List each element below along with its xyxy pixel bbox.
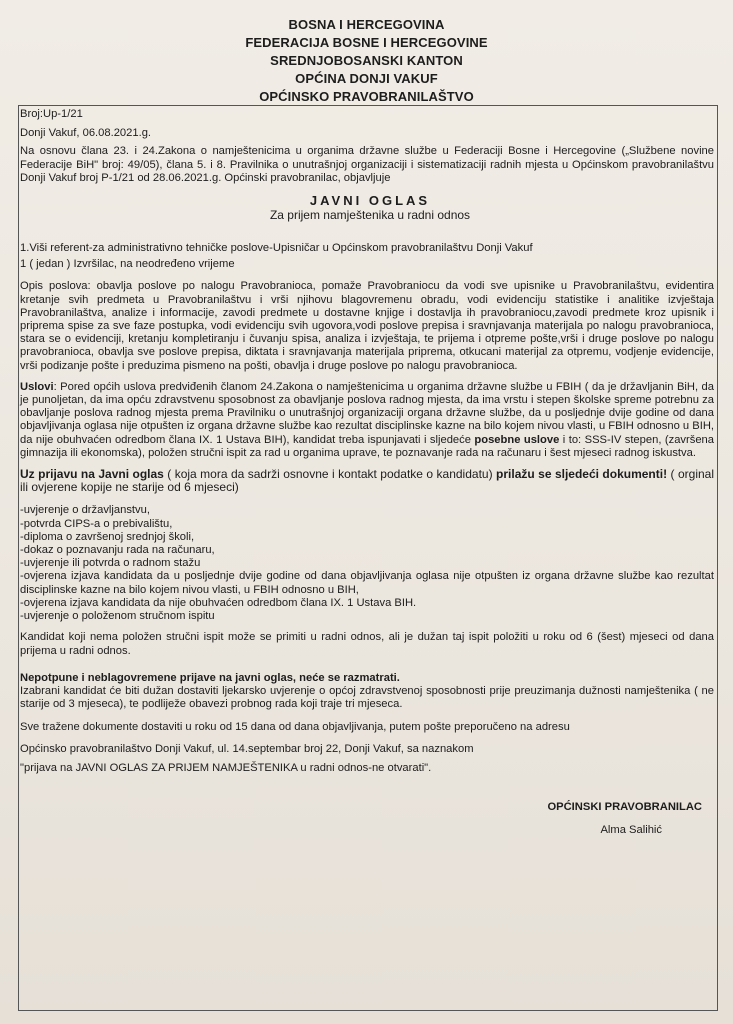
special-conditions: posebne uslove	[474, 433, 560, 446]
signature-title: OPĆINSKI PRAVOBRANILAC	[547, 800, 702, 813]
signature-name: Alma Salihić	[600, 824, 662, 837]
position-count: 1 ( jedan ) Izvršilac, na neodređeno vrijeme	[20, 258, 235, 271]
application-text: ( koja mora da sadrži osnovne i kontakt podatke o kandidatu)	[163, 467, 497, 482]
header-line-office: OPĆINSKO PRAVOBRANILAŠTVO	[259, 89, 474, 104]
reference-number: Broj:Up-1/21	[20, 108, 83, 120]
list-item: -uvjerenje o položenom stručnom ispitu	[20, 610, 215, 623]
conditions-text: : Pored općih uslova predviđenih članom 24.Zakona o namještenicima u organima državne službe u FBIH ( da je državljanin BiH, da je punoljetan, da ima opću zdravstvenu sposobnost za obavljanje poslova radnog mjesta, da ima vrstu i stepen školske spreme potrebnu za obavljanje poslova radnog mjesta prema Pravilniku o unutrašnjoj organizaciji organa državne službe, da u posljednje dvije godine od dana objavljivanja oglasa nije otpušten iz organa državne službe kao rezultat disciplinske kazne na bilo kojem nivou vlasti, u FBIH odnosno u BIH, da nije obuhvaćen odredbom člana IX. 1 Ustava BIH), kandidat treba ispunjavati i sljedeće	[20, 380, 715, 446]
exam-note: Kandidat koji nema položen stručni ispit može se primiti u radni odnos, ali je dužan taj ispit položiti u roku od 6 (šest) mjeseci od dana prijema u radni odnos.	[20, 631, 714, 657]
notice-subtitle: Za prijem namještenika u radni odnos	[269, 208, 471, 223]
application-paragraph	[20, 468, 720, 494]
header-line-country: BOSNA I HERCEGOVINA	[288, 17, 445, 32]
intro-paragraph: Na osnovu člana 23. i 24.Zakona o namještenicima u organima državne službe u Federaciji Bosne i Hercegovine („Službene novine Federacije BiH" broj: 49/05), člana 5. i 8. Pravilnika o unutrašnjoj organizaciji i sistematizaciji radnih mjesta u Općinskom pravobranilaštvu Donji Vakuf broj P-1/21 od 28.06.2021.g. Općinski pravobranilac, objavljuje	[20, 145, 714, 184]
list-item: -uvjerenje o državljanstvu,	[20, 504, 150, 517]
notice-title: JAVNI OGLAS	[309, 193, 431, 209]
incomplete-applications-note: Nepotpune i neblagovremene prijave na javni oglas, neće se razmatrati.	[20, 671, 400, 684]
list-item: -ovjerena izjava kandidata da nije obuhvaćen odredbom člana IX. 1 Ustava BIH.	[20, 596, 417, 609]
list-item: -diploma o završenoj srednjoj školi,	[20, 530, 195, 543]
document-date: Donji Vakuf, 06.08.2021.g.	[20, 127, 152, 140]
job-description	[20, 280, 720, 372]
application-label: Uz prijavu na Javni oglas	[20, 467, 164, 482]
header-line-municipality: OPĆINA DONJI VAKUF	[295, 71, 438, 86]
position-name: 1.Viši referent-za administrativno tehničke poslove-Upisničar u Općinskom pravobranilaštvu Donji Vakuf	[20, 242, 533, 255]
documents-label: prilažu se sljedeći dokumenti!	[496, 467, 668, 482]
job-description-text: : obavlja poslove po nalogu Pravobranioca, pomaže Pravobraniocu da vodi sve upisnike u Pravobranilaštvu, evidentira kretanje svih predmeta u Pravobranilaštvu i vrši njihovu blagovremenu obradu, vodi evidenciju statistike i analitike izvještaja Pravobranilaštva, analize i informacije, zavodi predmete u dostavne knjige i dostavlja ih pravobraniocu,zavodi predmete kroz upisnik i priprema spise za sve faze postupka, vodi evidenciju svih ugovora,vodi poslove prepisa i sravnjavanja materijala po nalogu pravobranioca, stara se o evidenciji, kretanju kompletiranju i čuvanju spisa, analiza i izvještaja, te prijema i otpreme pošte,vrši i druge poslove po nalogu pravobranioca, obavlja sve poslove prepisa, diktata i sravnjavanja materijala priprema, otkucani materijal za otpremu, vodjenje evidencije, vrši podizanje pošte i preduzima pismeno na pošti, obavlja i druge poslove po nalogu pravobranioca.	[20, 280, 714, 372]
document-header	[0, 16, 733, 106]
job-description-label: Opis poslova	[20, 280, 88, 293]
envelope-marking: "prijava na JAVNI OGLAS ZA PRIJEM NAMJEŠTENIKA u radni odnos-ne otvarati".	[20, 761, 432, 774]
selected-candidate-note: Izabrani kandidat će biti dužan dostaviti ljekarsko uvjerenje o općoj zdravstvenoj sposobnosti prije preuzimanja dužnosti namještenika ( ne starije od 3 mjeseca), te podliježe obavezi probnog rada koji traje tri mjeseca.	[20, 684, 714, 711]
list-item: -dokaz o poznavanju rada na računaru,	[20, 544, 215, 557]
list-item: -potvrda CIPS-a o prebivalištu,	[20, 517, 173, 530]
header-line-federation: FEDERACIJA BOSNE I HERCEGOVINE	[245, 35, 488, 50]
application-text-2: ( orginal ili ovjerene kopije ne starije od 6 mjeseci)	[20, 467, 715, 495]
conditions-label: Uslovi	[20, 380, 54, 393]
header-line-canton: SREDNJOBOSANSKI KANTON	[270, 53, 463, 68]
list-item: -ovjerena izjava kandidata da u posljednje dvije godine od dana objavljivanja oglasa nije otpušten iz organa državne službe kao rezultat disciplinske kazne na bilo kojem nivou vlasti, u FBIH odnosno u BIH,	[20, 570, 714, 596]
documents-list	[20, 504, 720, 623]
document-body	[20, 106, 720, 837]
list-item: -uvjerenje ili potvrda o radnom stažu	[20, 557, 201, 570]
conditions-paragraph	[20, 381, 720, 460]
submission-address: Općinsko pravobranilaštvo Donji Vakuf, ul. 14.septembar broj 22, Donji Vakuf, sa naznakom	[20, 742, 474, 755]
conditions-text-2: i to: SSS-IV stepen, (završena gimnazija ili ekonomska), položen stručni ispit za rad u organima uprave, te poznavanje rada na računaru i šest mjeseci radnog iskustva.	[20, 433, 715, 459]
submission-deadline: Sve tražene dokumente dostaviti u roku od 15 dana od dana objavljivanja, putem pošte preporučeno na adresu	[20, 721, 570, 734]
